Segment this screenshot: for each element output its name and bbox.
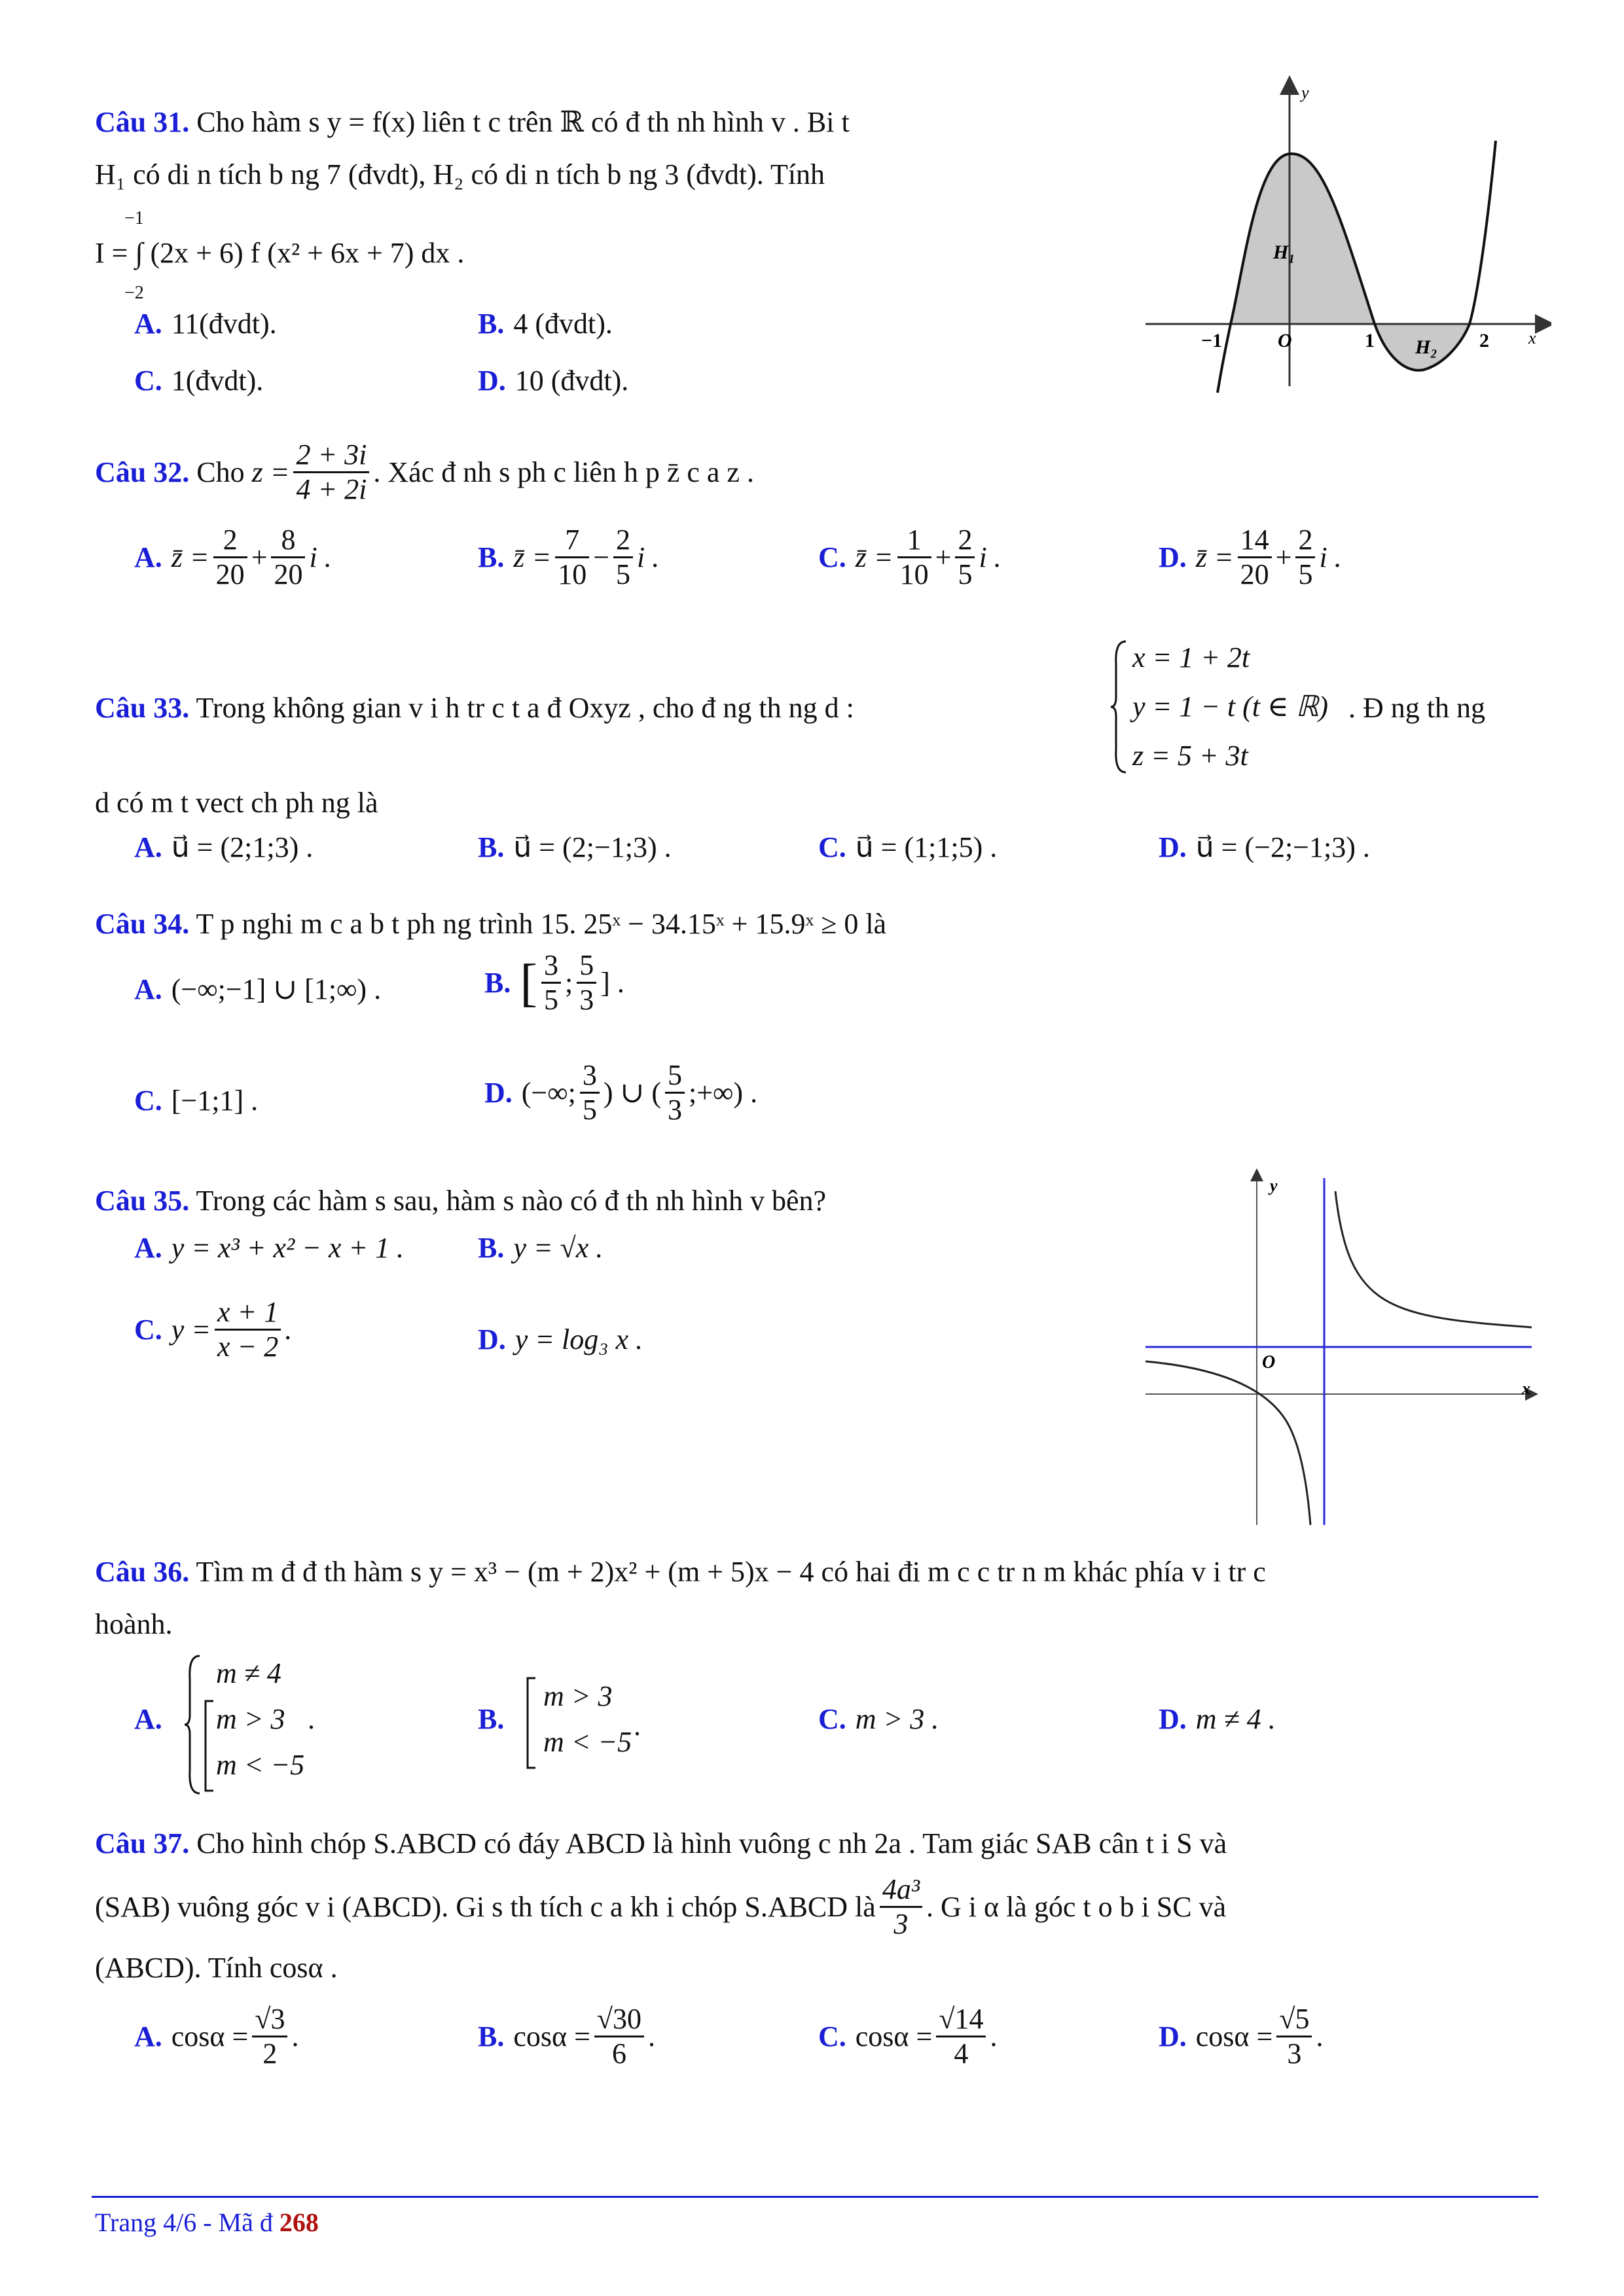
q35-c-den: x − 2 (217, 1331, 279, 1363)
q32-d-d1: 20 (1240, 558, 1269, 590)
q32-label: Câu 32. (95, 456, 190, 488)
q36-option-d[interactable]: D. m ≠ 4 . (1159, 1703, 1276, 1735)
q33-stem (95, 691, 1077, 726)
q34-option-b[interactable]: B. [ $\frac{3}{5}$ ; $\frac{5}{3}$ ] . (484, 949, 624, 1016)
q33-label: Câu 33. (95, 692, 190, 724)
q31-upper-limit: −1 (124, 208, 144, 228)
q35-c-post: . (285, 1313, 293, 1346)
q31-tick-2: 2 (1479, 330, 1489, 351)
q32-option-a[interactable]: A. z̄ = $\frac{2}{20}$ + $\frac{8}{20}$ i . (134, 524, 332, 590)
q37-b-pre: cosα = (513, 2020, 590, 2053)
q32-b-zbar: z̄ = (513, 541, 552, 573)
q33-option-b-text: u⃗ = (2;−1;3) . (513, 831, 672, 863)
q33-option-c[interactable]: C. u⃗ = (1;1;5) . (818, 831, 998, 863)
q36-line1 (95, 1554, 1548, 1590)
q37-d-tail: . (1316, 2020, 1324, 2053)
q32-a-d1: 20 (215, 558, 245, 590)
q34-b-pre: [ (520, 954, 537, 1012)
q32-c-n2: 2 (955, 524, 975, 558)
q34-option-c[interactable]: C. [−1;1] . (134, 1085, 259, 1117)
q37-label: Câu 37. (95, 1827, 190, 1859)
q33-after: . Đ ng th ng (1348, 692, 1485, 724)
q36-b-cond2: m < −5 (543, 1726, 632, 1758)
page-footer (95, 2207, 319, 2238)
q32-d-n1: 14 (1238, 524, 1272, 558)
q36-option-d-text: m ≠ 4 . (1195, 1703, 1276, 1735)
q34-stem (95, 906, 1142, 942)
q31-xlabel: x (1528, 329, 1536, 348)
q36-a-cond3: m < −5 (216, 1749, 305, 1781)
q37-text1: Cho hình chóp S.ABCD có đáy ABCD là hình vuông c nh 2a . Tam giác SAB cân t i S và (196, 1827, 1227, 1859)
q36-a-bracket (202, 1698, 216, 1793)
q32-a-op: + (251, 541, 268, 573)
q37-c-den: 4 (954, 2037, 969, 2070)
q32-b-n2: 2 (613, 524, 633, 558)
q37-option-c[interactable]: C. cosα = $\frac{√14}{4}$ . (818, 2003, 998, 2070)
q36-b-cond1: m > 3 (543, 1680, 613, 1712)
q31-tick-neg1: −1 (1201, 330, 1223, 351)
q37-d-pre: cosα = (1195, 2020, 1273, 2053)
q35-curve-left (1146, 1361, 1310, 1525)
q36-option-c[interactable]: C. m > 3 . (818, 1703, 939, 1735)
q33-option-b[interactable]: B. u⃗ = (2;−1;3) . (478, 831, 672, 863)
exam-code: 268 (279, 2208, 319, 2237)
q36-a-brace (183, 1653, 203, 1797)
footer-divider (92, 2196, 1538, 2198)
q34-text: T p nghi m c a b t ph ng trình 15. 25ˣ − 34.15ˣ + 15.9ˣ ≥ 0 là (196, 908, 887, 940)
q31-tick-1: 1 (1365, 330, 1375, 351)
q37-line2 (95, 1873, 1548, 1941)
q32-den: 4 + 2i (296, 473, 367, 505)
q32-d-op: + (1275, 541, 1292, 573)
q35-option-b-text: y = √x . (513, 1232, 604, 1264)
q36-a-post: . (308, 1703, 315, 1735)
q35-label: Câu 35. (95, 1185, 190, 1217)
q31-option-a-text: 11(đvdt). (171, 308, 277, 340)
q33-brace (1110, 638, 1129, 776)
q37-a-den: 2 (262, 2037, 278, 2070)
q32-a-zbar: z̄ = (171, 541, 209, 573)
q35-xlabel: x (1522, 1379, 1530, 1398)
q37-vol-num: 4a³ (880, 1873, 922, 1908)
q32-option-c[interactable]: C. z̄ = $\frac{1}{10}$ + $\frac{2}{5}$ i . (818, 524, 1001, 590)
q31-option-d-text: 10 (đvdt). (514, 365, 629, 397)
q37-d-den: 3 (1287, 2037, 1302, 2070)
q34-option-a-text: (−∞;−1] ∪ [1;∞) . (171, 973, 382, 1005)
q34-d-mid: ) ∪ ( (603, 1076, 662, 1109)
q37-text2-post: . G i α là góc t o b i SC và (926, 1890, 1227, 1923)
q33-option-a-text: u⃗ = (2;1;3) . (171, 831, 314, 863)
q35-origin: O (1262, 1352, 1276, 1372)
q31-label: Câu 31. (95, 106, 190, 138)
q31-option-c[interactable]: C. 1(đvdt). (134, 365, 264, 397)
q35-c-pre: y = (171, 1313, 211, 1346)
q37-option-a[interactable]: A. cosα = $\frac{√3}{2}$ . (134, 2003, 299, 2070)
q34-d-pre: (−∞; (521, 1076, 576, 1109)
q35-ylabel: y (1270, 1176, 1278, 1195)
q32-b-d2: 5 (616, 558, 631, 590)
q37-b-den: 6 (611, 2037, 626, 2070)
q36-a-cond1: m ≠ 4 (216, 1657, 281, 1689)
q32-post: . Xác đ nh s ph c liên h p z̄ c a z . (373, 456, 754, 488)
q33-option-d-text: u⃗ = (−2;−1;3) . (1195, 831, 1370, 863)
q37-b-num: √30 (594, 2003, 644, 2037)
q31-option-a[interactable]: A. 11(đvdt). (134, 308, 277, 340)
q33-option-d[interactable]: D. u⃗ = (−2;−1;3) . (1159, 831, 1370, 863)
q34-option-a[interactable]: A. (−∞;−1] ∪ [1;∞) . (134, 973, 382, 1005)
q34-b-n1: 3 (541, 949, 561, 984)
q34-b-d1: 5 (544, 984, 558, 1016)
q32-d-zbar: z̄ = (1195, 541, 1234, 573)
q31-text1: Cho hàm s y = f(x) liên t c trên ℝ có đ th nh hình v . Bi t (196, 106, 850, 138)
q33-option-c-text: u⃗ = (1;1;5) . (855, 831, 998, 863)
q31-h1-region (1231, 154, 1375, 324)
q32-d-n2: 2 (1295, 524, 1315, 558)
q32-stem (95, 439, 1077, 506)
q33-sys3: z = 5 + 3t (1132, 740, 1248, 772)
q36-b-bracket (524, 1676, 538, 1770)
q36-text: Tìm m đ đ th hàm s y = x³ − (m + 2)x² + (m + 5)x − 4 có hai đi m c c tr n m khác phía v i tr c (196, 1556, 1266, 1588)
q36-a-cond2: m > 3 (216, 1703, 285, 1735)
q34-b-sep: ; (565, 966, 573, 999)
q31-line1 (95, 105, 1129, 140)
q34-d-n2: 5 (665, 1059, 685, 1094)
q37-c-tail: . (990, 2020, 998, 2053)
q31-graph (1132, 72, 1551, 399)
q34-d-d1: 5 (582, 1094, 597, 1126)
q32-c-zbar: z̄ = (855, 541, 893, 573)
q34-option-d[interactable]: D. (−∞; $\frac{3}{5}$ ) ∪ ( $\frac{5}{3}$ ;+∞) . (484, 1059, 758, 1126)
q32-c-d2: 5 (958, 558, 973, 590)
q33-sys2: y = 1 − t (t ∈ ℝ) (1132, 691, 1329, 723)
q36-option-c-text: m > 3 . (855, 1703, 939, 1735)
q35-option-c[interactable]: C. y = $\frac{x + 1}{x - 2}$ . (134, 1296, 293, 1363)
q31-option-c-text: 1(đvdt). (171, 365, 264, 397)
q34-option-c-text: [−1;1] . (171, 1085, 259, 1117)
q35-option-d[interactable]: D. y = log₃ x . (478, 1323, 643, 1355)
q35-text: Trong các hàm s sau, hàm s nào có đ th nh hình v bên? (196, 1185, 827, 1217)
q32-b-n1: 7 (555, 524, 589, 558)
q31-origin: O (1278, 330, 1292, 351)
q37-c-pre: cosα = (855, 2020, 933, 2053)
q35-option-a-text: y = x³ + x² − x + 1 . (171, 1232, 405, 1264)
q35-graph (1139, 1165, 1545, 1532)
q31-option-b-text: 4 (đvdt). (513, 308, 613, 340)
q31-line2: H₁ có di n tích b ng 7 (đvdt), H₂ có di n tích b ng 3 (đvdt). Tính (95, 158, 825, 190)
q32-num: 2 + 3i (293, 439, 369, 473)
q31-h2-label: H₂ (1415, 336, 1437, 358)
q32-d-tail: i . (1319, 541, 1342, 573)
q35-option-a[interactable]: A. y = x³ + x² − x + 1 . (134, 1232, 405, 1264)
q32-d-d2: 5 (1298, 558, 1313, 590)
q32-a-tail: i . (309, 541, 332, 573)
q34-b-n2: 5 (577, 949, 596, 984)
q34-label: Câu 34. (95, 908, 190, 940)
q35-option-d-text: y = log₃ x . (514, 1323, 643, 1355)
q37-a-num: √3 (252, 2003, 287, 2037)
q37-option-b[interactable]: B. cosα = $\frac{√30}{6}$ . (478, 2003, 656, 2070)
q36-line2: hoành. (95, 1608, 173, 1640)
q37-line1 (95, 1826, 1548, 1861)
q32-fraction (293, 439, 369, 506)
q37-line3: (ABCD). Tính cosα . (95, 1952, 338, 1984)
q35-stem (95, 1183, 1077, 1219)
q35-option-b[interactable]: B. y = √x . (478, 1232, 604, 1264)
q32-option-d[interactable]: D. z̄ = $\frac{14}{20}$ + $\frac{2}{5}$ i . (1159, 524, 1342, 590)
q35-c-num: x + 1 (215, 1296, 281, 1331)
q35-curve-right (1335, 1191, 1532, 1327)
q32-a-n2: 8 (271, 524, 305, 558)
q34-d-n1: 3 (580, 1059, 600, 1094)
q32-b-d1: 10 (558, 558, 587, 590)
q32-a-n1: 2 (213, 524, 247, 558)
q31-lower-limit: −2 (124, 283, 144, 303)
q37-vol-den: 3 (893, 1908, 909, 1940)
footer-text: Trang 4/6 - Mã đ (95, 2208, 280, 2237)
q32-pre: Cho (196, 456, 245, 488)
q32-z-eq: z = (251, 456, 290, 488)
q31-option-d[interactable]: D. 10 (đvdt). (478, 365, 629, 397)
q34-d-post: ;+∞) . (689, 1076, 758, 1109)
q33-sys1: x = 1 + 2t (1132, 641, 1250, 673)
q37-option-d[interactable]: D. cosα = $\frac{√5}{3}$ . (1159, 2003, 1324, 2070)
q34-b-d2: 3 (579, 984, 594, 1016)
q37-c-num: √14 (936, 2003, 986, 2037)
q36-option-b[interactable]: B. (478, 1703, 505, 1735)
q31-ylabel: y (1301, 83, 1309, 102)
q32-b-op: − (593, 541, 610, 573)
q36-label: Câu 36. (95, 1556, 190, 1588)
q33-text: Trong không gian v i h tr c t a đ Oxyz , cho đ ng th ng d : (196, 692, 854, 724)
q37-a-tail: . (291, 2020, 299, 2053)
q37-d-num: √5 (1276, 2003, 1312, 2037)
q32-c-tail: i . (979, 541, 1001, 573)
q32-option-b[interactable]: B. z̄ = $\frac{7}{10}$ − $\frac{2}{5}$ i . (478, 524, 660, 590)
q31-h1-label: H₁ (1273, 242, 1295, 263)
q33-option-a[interactable]: A. u⃗ = (2;1;3) . (134, 831, 314, 863)
q33-line2: d có m t vect ch ph ng là (95, 787, 378, 819)
q37-b-tail: . (648, 2020, 656, 2053)
q36-b-post: . (634, 1710, 641, 1742)
q32-c-n1: 1 (897, 524, 931, 558)
q32-c-op: + (935, 541, 952, 573)
q34-d-d2: 3 (668, 1094, 683, 1126)
q31-integral: I = ∫ (2x + 6) f (x² + 6x + 7) dx . (95, 237, 465, 269)
q31-option-b[interactable]: B. 4 (đvdt). (478, 308, 613, 340)
q36-option-a[interactable]: A. (134, 1703, 162, 1735)
q32-c-d1: 10 (899, 558, 929, 590)
q37-a-pre: cosα = (171, 2020, 249, 2053)
q32-b-tail: i . (637, 541, 660, 573)
q37-text2-pre: (SAB) vuông góc v i (ABCD). Gi s th tích c a kh i chóp S.ABCD là (95, 1890, 876, 1923)
q32-a-d2: 20 (274, 558, 303, 590)
q34-b-post: ] . (600, 966, 624, 999)
